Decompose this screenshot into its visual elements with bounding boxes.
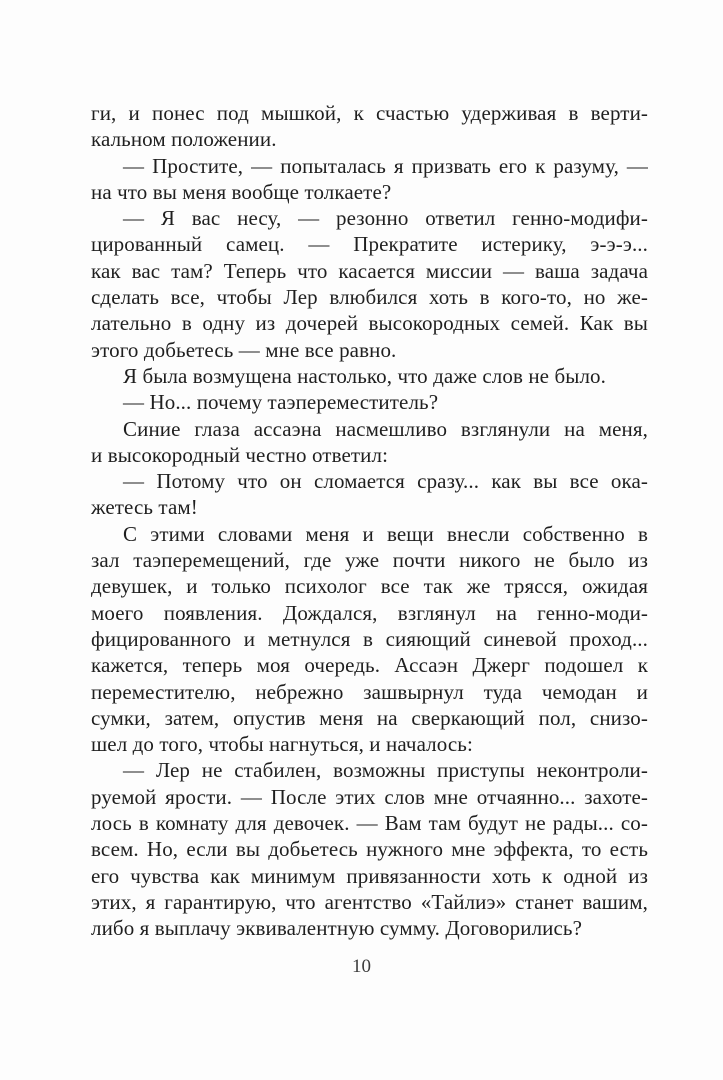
text-line: цированный самец. — Прекратите истерику, э-э-э... [91, 232, 648, 257]
text-line: руемой ярости. — После этих слов мне отчаянно... захоте- [91, 784, 648, 809]
text-line: — Лер не стабилен, возможны приступы неконтроли- [123, 758, 648, 783]
text-line: на что вы меня вообще толкаете? [91, 179, 392, 204]
text-line: Я была возмущена настолько, что даже слов не было. [123, 363, 606, 388]
text-line: ги, и понес под мышкой, к счастью удерживая в верти- [91, 101, 648, 125]
text-line: жетесь там! [91, 495, 198, 520]
text-line: С этими словами меня и вещи внесли собственно в [123, 521, 648, 546]
text-line: либо я выплачу эквивалентную сумму. Договорились? [91, 916, 583, 941]
text-line: девушек, и только психолог все так же трясся, ожидая [91, 574, 648, 599]
text-line: сделать все, чтобы Лер влюбился хоть в кого-то, но же- [91, 285, 648, 310]
text-line: — Простите, — попыталась я призвать его к разуму, — [123, 153, 648, 178]
text-line: сумки, затем, опустив меня на сверкающий пол, снизо- [91, 705, 648, 730]
text-line: кажется, теперь моя очередь. Ассаэн Джерг подошел к [91, 653, 648, 678]
text-line: шел до того, чтобы нагнуться, и началось: [91, 732, 473, 757]
text-line: этих, я гарантирую, что агентство «Тайлиэ» станет вашим, [91, 889, 648, 914]
text-line: всем. Но, если вы добьетесь нужного мне эффекта, то есть [91, 837, 648, 862]
text-line: фицированного и метнулся в сияющий синевой проход... [91, 626, 648, 651]
text-line: кальном положении. [91, 127, 277, 152]
text-line: переместителю, небрежно зашвырнул туда чемодан и [91, 679, 648, 704]
text-line: — Я вас несу, — резонно ответил генно-модифи- [123, 206, 648, 231]
text-line: — Потому что он сломается сразу... как вы все ока- [123, 469, 648, 494]
text-line: — Но... почему таэпереместитель? [123, 390, 439, 415]
text-line: лательно в одну из дочерей высокородных семей. Как вы [91, 311, 648, 336]
text-line: зал таэперемещений, где уже почти никого не было из [91, 548, 648, 573]
text-line: его чувства как минимум привязанности хоть к одной из [91, 863, 648, 888]
text-line: как вас там? Теперь что касается миссии — ваша задача [91, 258, 648, 283]
text-line: моего появления. Дождался, взглянул на генно-моди- [91, 600, 648, 625]
text-line: и высокородный честно ответил: [91, 442, 389, 467]
page-text [91, 100, 648, 942]
text-line: лось в комнату для девочек. — Вам там будут не рады... со- [91, 811, 648, 836]
text-line: этого добьетесь — мне все равно. [91, 337, 397, 362]
text-line: Синие глаза ассаэна насмешливо взглянули на меня, [123, 416, 648, 441]
page-number: 10 [352, 956, 371, 977]
